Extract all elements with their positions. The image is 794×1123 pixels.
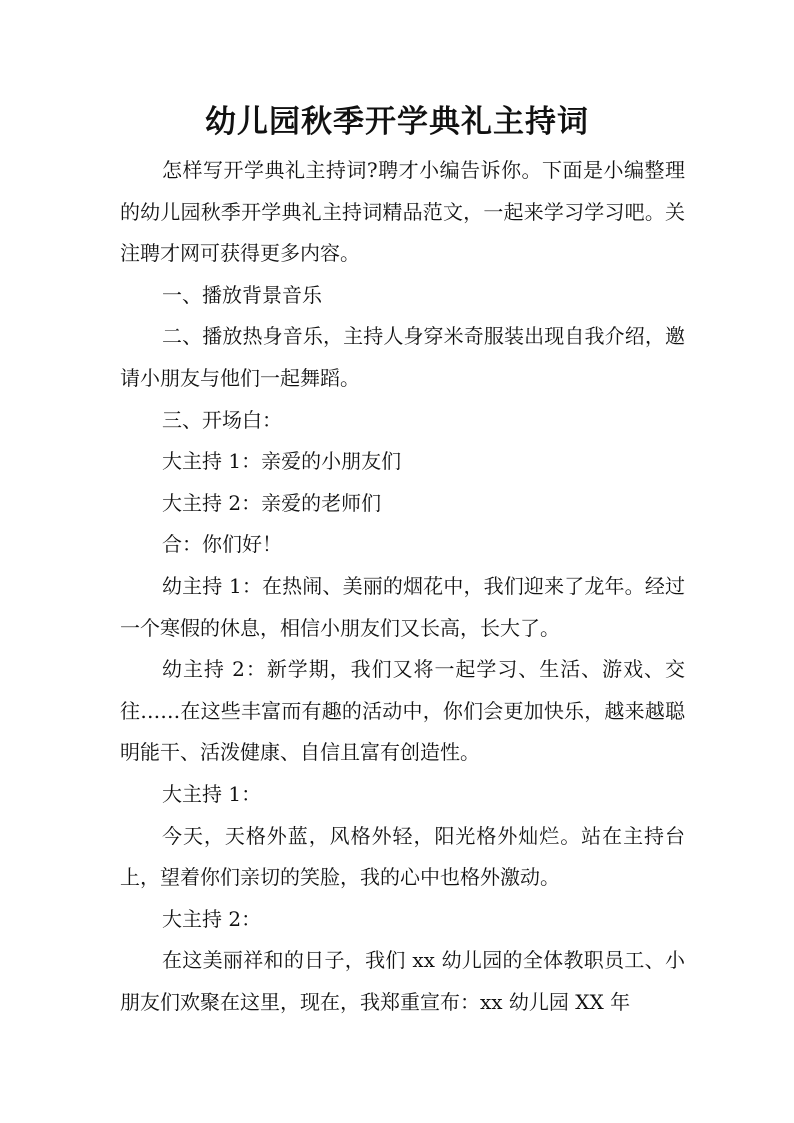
paragraph-host-line: 合：你们好！	[162, 532, 282, 557]
paragraph-step-3: 三、开场白：	[162, 407, 282, 432]
paragraph-intro: 怎样写开学典礼主持词?聘才小编告诉你。下面是小编整理的幼儿园秋季开学典礼主持词精品范文，一起来学习学习吧。关注聘才网可获得更多内容。	[120, 158, 685, 266]
paragraph-speech: 在这美丽祥和的日子，我们 xx 幼儿园的全体教职员工、小朋友们欢聚在这里，现在，我郑重宣布：xx 幼儿园 XX 年	[120, 948, 685, 1014]
paragraph-host-line: 幼主持 2：新学期，我们又将一起学习、生活、游戏、交往……在这些丰富而有趣的活动中，你们会更加快乐，越来越聪明能干、活泼健康、自信且富有创造性。	[120, 657, 685, 765]
document-body	[120, 150, 685, 1023]
document-title: 幼儿园秋季开学典礼主持词	[205, 104, 589, 140]
paragraph-step-1: 一、播放背景音乐	[162, 282, 322, 307]
paragraph-host-line: 大主持 1：亲爱的小朋友们	[162, 449, 402, 474]
paragraph-step-2: 二、播放热身音乐，主持人身穿米奇服装出现自我介绍，邀请小朋友与他们一起舞蹈。	[120, 324, 685, 390]
paragraph-host-line: 大主持 2：亲爱的老师们	[162, 490, 382, 515]
paragraph-speaker-label: 大主持 1：	[162, 781, 262, 806]
paragraph-speech: 今天，天格外蓝，风格外轻，阳光格外灿烂。站在主持台上，望着你们亲切的笑脸，我的心中也格外激动。	[120, 823, 685, 890]
paragraph-host-line: 幼主持 1：在热闹、美丽的烟花中，我们迎来了龙年。经过一个寒假的休息，相信小朋友们又长高，长大了。	[120, 573, 685, 640]
paragraph-speaker-label: 大主持 2：	[162, 906, 262, 931]
